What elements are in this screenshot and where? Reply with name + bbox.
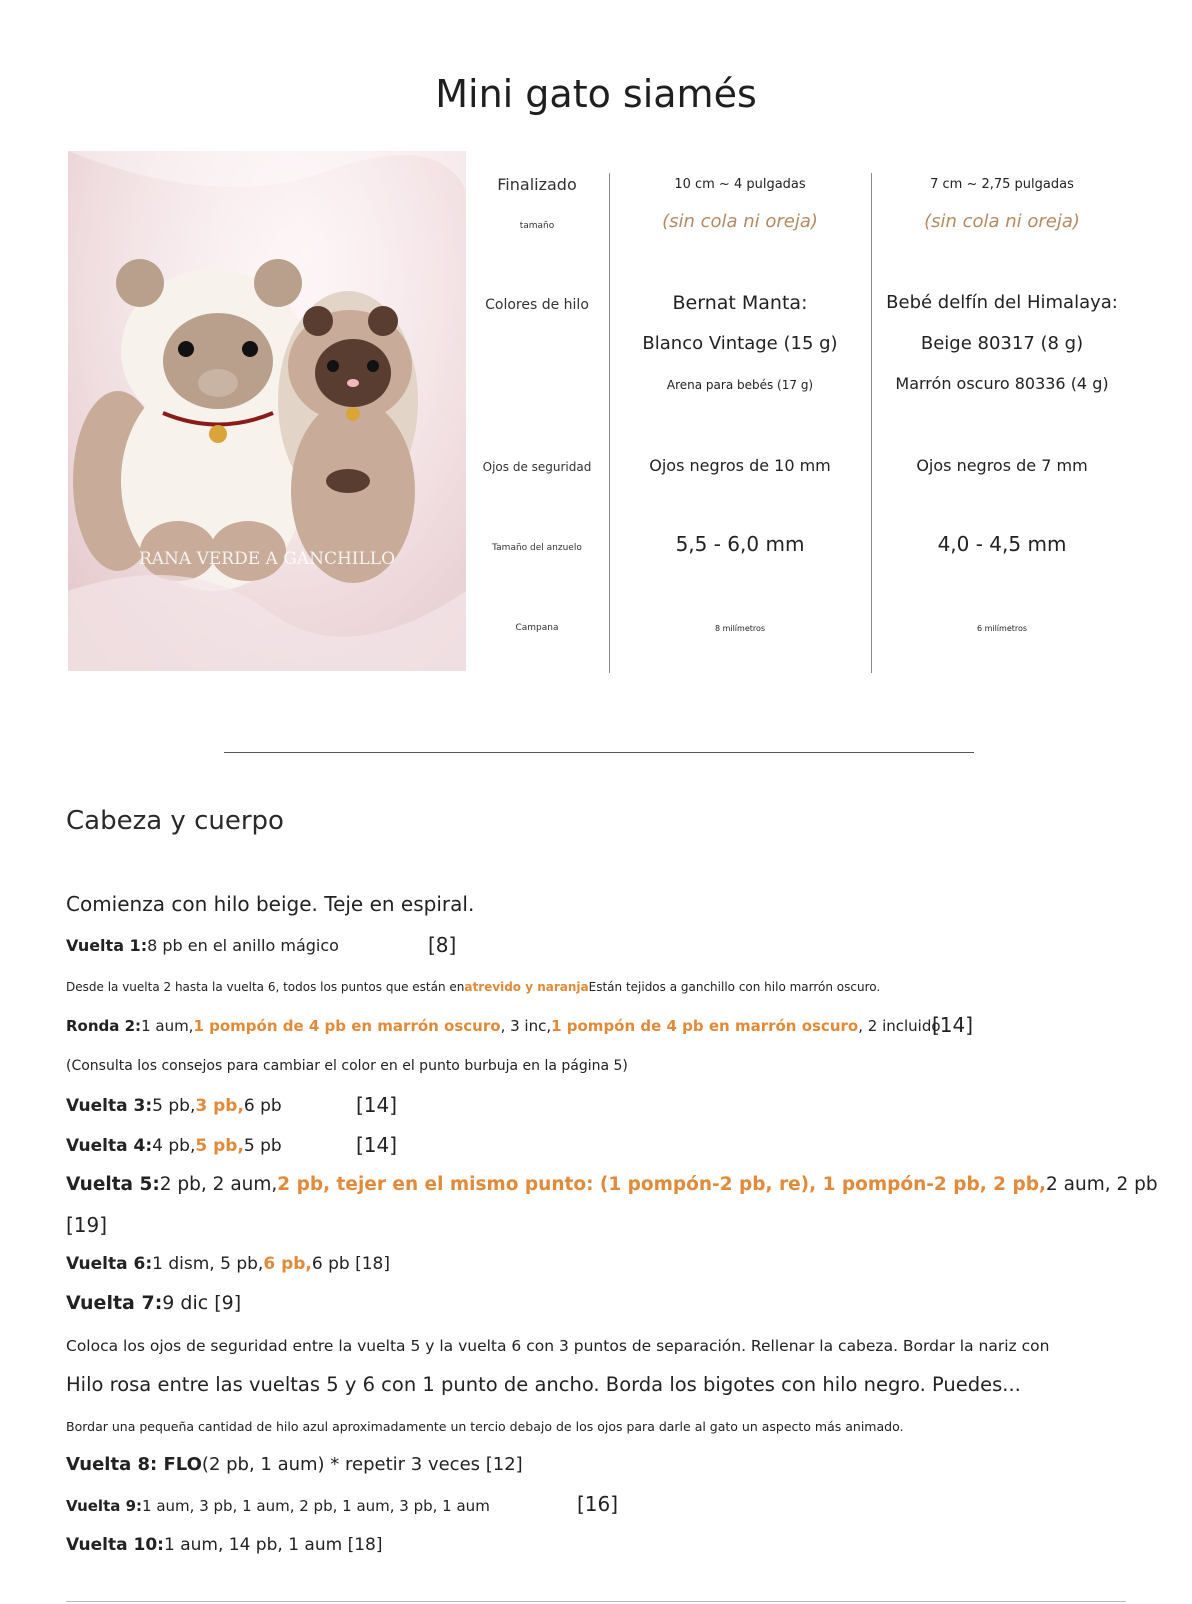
round-10 xyxy=(66,1535,382,1555)
finished-size-large-note: (sin cola ni oreja) xyxy=(662,211,818,232)
round-label: Vuelta 8: FLO xyxy=(66,1454,202,1475)
yarn-large-color-2: Arena para bebés (17 g) xyxy=(666,378,814,392)
safety-eyes-small: Ojos negros de 7 mm xyxy=(916,456,1088,475)
yarn-colors-label: Colores de hilo xyxy=(485,297,589,313)
round-text: , 3 inc, xyxy=(500,1017,552,1035)
yarn-large-color-1: Blanco Vintage (15 g) xyxy=(642,333,838,354)
round-label: Vuelta 4: xyxy=(66,1136,153,1156)
round-text: 2 aum, 2 pb xyxy=(1046,1174,1158,1195)
round-4-count: [14] xyxy=(356,1133,398,1157)
finished-size-label: Finalizado xyxy=(497,175,577,194)
round-text: , 2 incluido xyxy=(858,1017,941,1035)
intro-line: Comienza con hilo beige. Teje en espiral. xyxy=(66,892,475,916)
round-3 xyxy=(66,1096,282,1116)
round-label: Vuelta 9: xyxy=(66,1497,143,1515)
instruction-line-3: Bordar una pequeña cantidad de hilo azul aproximadamente un tercio debajo de los ojos para darle al gato un aspecto más animado. xyxy=(66,1419,904,1434)
round-1-count: [8] xyxy=(428,933,457,957)
yarn-small-color-2: Marrón oscuro 80336 (4 g) xyxy=(895,374,1109,393)
round-label: Vuelta 1: xyxy=(66,936,148,955)
yarn-large-brand: Bernat Manta: xyxy=(672,292,808,314)
photo-watermark: RANA VERDE A GANCHILLO xyxy=(138,549,396,569)
round-highlight: 3 pb, xyxy=(195,1096,244,1116)
finished-size-small-note: (sin cola ni oreja) xyxy=(924,211,1080,232)
round-highlight: 1 pompón de 4 pb en marrón oscuro xyxy=(193,1017,501,1035)
round-5 xyxy=(66,1174,1158,1195)
round-6 xyxy=(66,1254,390,1274)
round-text: 1 aum, 14 pb, 1 aum [18] xyxy=(163,1535,383,1555)
round-text: 1 dism, 5 pb, xyxy=(152,1254,264,1274)
color-note xyxy=(66,980,880,994)
round-text: 6 pb [18] xyxy=(311,1254,390,1274)
round-text: 1 aum, 3 pb, 1 aum, 2 pb, 1 aum, 3 pb, 1 aum xyxy=(142,1497,490,1515)
round-label: Vuelta 7: xyxy=(66,1292,163,1314)
bell-small: 6 milímetros xyxy=(976,624,1028,633)
round-highlight: 5 pb, xyxy=(195,1136,244,1156)
hook-size-large: 5,5 - 6,0 mm xyxy=(675,532,805,556)
round-highlight: 1 pompón de 4 pb en marrón oscuro xyxy=(551,1017,859,1035)
round-highlight: 6 pb, xyxy=(263,1254,312,1274)
column-divider xyxy=(609,173,610,673)
round-label: Vuelta 6: xyxy=(66,1254,153,1274)
round-text: 5 pb xyxy=(243,1136,282,1156)
hook-size-label: Tamaño del anzuelo xyxy=(492,543,582,553)
round-1 xyxy=(66,936,339,955)
bell-label: Campana xyxy=(515,623,559,633)
note-text: Desde la vuelta 2 hasta la vuelta 6, todos los puntos que están en xyxy=(66,980,465,994)
amigurumi-cats-illustration xyxy=(68,151,466,671)
yarn-small-brand: Bebé delfín del Himalaya: xyxy=(886,292,1118,313)
round-label: Vuelta 5: xyxy=(66,1174,160,1195)
round-2-count: [14] xyxy=(932,1013,974,1037)
note-highlight: atrevido y naranja xyxy=(464,980,589,994)
column-divider xyxy=(871,173,872,673)
round-text: 1 aum, xyxy=(141,1017,194,1035)
round-3-count: [14] xyxy=(356,1093,398,1117)
finished-size-sub: tamaño xyxy=(519,221,555,231)
round-text: 9 dic [9] xyxy=(162,1292,242,1314)
round-4 xyxy=(66,1136,282,1156)
round-text: 6 pb xyxy=(243,1096,282,1116)
round-label: Vuelta 3: xyxy=(66,1096,153,1116)
round-label: Vuelta 10: xyxy=(66,1535,164,1555)
round-8 xyxy=(66,1454,523,1475)
round-9 xyxy=(66,1497,490,1515)
round-label: Ronda 2: xyxy=(66,1017,142,1035)
finished-size-small: 7 cm ~ 2,75 pulgadas xyxy=(930,177,1074,192)
finished-size-large: 10 cm ~ 4 pulgadas xyxy=(674,177,806,192)
round-9-count: [16] xyxy=(577,1492,619,1516)
section-divider xyxy=(224,752,974,753)
instruction-line-2: Hilo rosa entre las vueltas 5 y 6 con 1 punto de ancho. Borda los bigotes con hilo negro. Puedes... xyxy=(66,1373,1021,1396)
round-highlight: 2 pb, tejer en el mismo punto: (1 pompón-2 pb, re), 1 pompón-2 pb, 2 pb, xyxy=(277,1174,1047,1195)
yarn-small-color-1: Beige 80317 (8 g) xyxy=(920,333,1084,354)
page-title: Mini gato siamés xyxy=(435,72,757,116)
round-text: 2 pb, 2 aum, xyxy=(159,1174,278,1195)
note-text: Están tejidos a ganchillo con hilo marrón oscuro. xyxy=(588,980,881,994)
round-2 xyxy=(66,1017,941,1035)
section-heading: Cabeza y cuerpo xyxy=(66,806,284,836)
round-7 xyxy=(66,1292,241,1314)
bell-large: 8 milímetros xyxy=(714,624,766,633)
round-text: 4 pb, xyxy=(152,1136,196,1156)
instruction-line-1: Coloca los ojos de seguridad entre la vuelta 5 y la vuelta 6 con 3 puntos de separación. Rellenar la cabeza. Bordar la nariz con xyxy=(66,1337,1050,1355)
safety-eyes-large: Ojos negros de 10 mm xyxy=(649,456,831,475)
page-bottom-divider xyxy=(66,1601,1126,1602)
round-text: 5 pb, xyxy=(152,1096,196,1116)
product-photo xyxy=(68,151,466,671)
round-text: (2 pb, 1 aum) * repetir 3 veces [12] xyxy=(201,1454,523,1475)
round-text: 8 pb en el anillo mágico xyxy=(147,936,339,955)
round-5-count: [19] xyxy=(66,1213,108,1237)
safety-eyes-label: Ojos de seguridad xyxy=(482,460,592,474)
bubble-stitch-note: (Consulta los consejos para cambiar el color en el punto burbuja en la página 5) xyxy=(66,1058,628,1074)
hook-size-small: 4,0 - 4,5 mm xyxy=(937,532,1067,556)
